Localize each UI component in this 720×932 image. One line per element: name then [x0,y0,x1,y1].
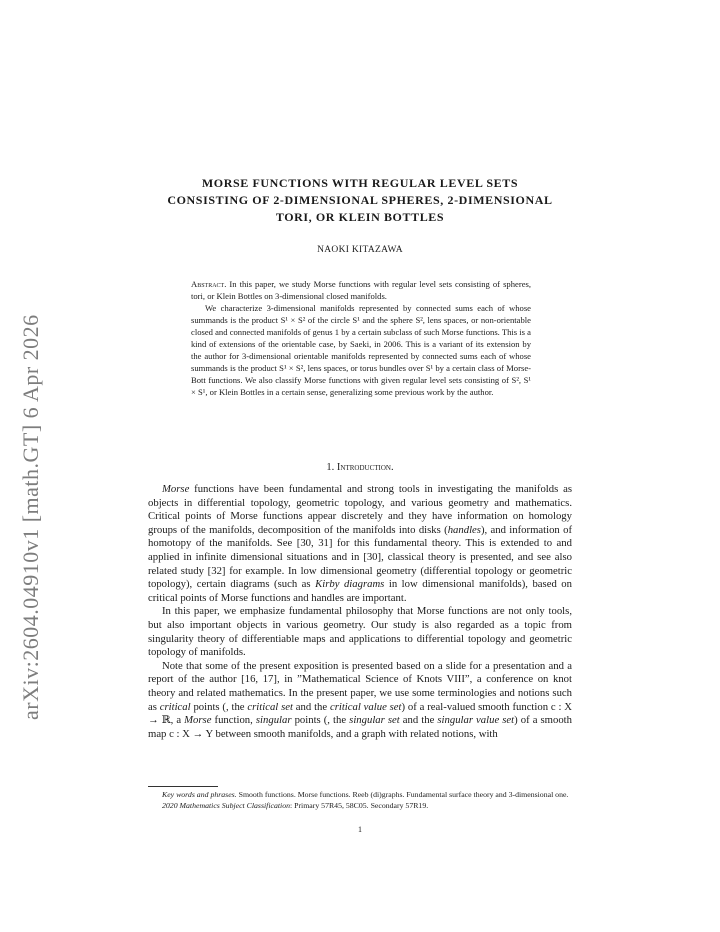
italic-term: singular [255,714,292,727]
italic-term: handles [447,523,481,536]
text-run: functions have been fundamental and strong tools in investigating the manifolds as objects in differential topology, geometric topology, and various geometry and mathematics. Critical points of Morse functions appear discretely and they have information on homology groups of the manifolds, decomposition of the manifolds into disks ( [148,483,572,536]
keywords-text: Smooth functions. Morse functions. Reeb (di)graphs. Fundamental surface theory and 3-dimensional one. [236,790,569,799]
text-run: Note that some of the present exposition is presented based on a slide for a presentation and a report of the author [16, 17], in ”Mathematical Science of Knots VIII”, a conference on knot theory and related mathematics. In the present paper, we use some terminologies and notions such as [148,659,572,713]
text-run: function, [211,714,256,727]
text-run: and the [292,700,330,713]
abstract-text-1: In this paper, we study Morse functions with regular level sets consisting of spheres, tori, or Klein Bottles on 3-dimensional closed manifolds. [191,279,531,301]
introduction-body [148,483,572,741]
footnote-rule [148,786,218,787]
keywords-label: Key words and phrases. [162,790,237,799]
title-line: CONSISTING OF 2-DIMENSIONAL SPHERES, 2-DIMENSIONAL [167,193,553,207]
italic-term: critical value set [329,700,402,713]
text-run: ) of a smooth map c : X → Y between smooth manifolds, and a graph with related notions, with [148,714,572,740]
title-line: MORSE FUNCTIONS WITH REGULAR LEVEL SETS [201,176,519,190]
text-run: points (, the [190,700,248,713]
text-run: ), and information of homotopy of the manifolds. See [30, 31] for this fundamental theory. This is extended to and applied in infinite dimensional situations and in [30], classical theory is presented, and see also related study [32] for example. In low dimensional geometry (differential topology or geometric topology), certain diagrams (such as [148,523,573,591]
paragraph: In this paper, we emphasize fundamental philosophy that Morse functions are not only tools, but also important objects in various geometry. Our study is also regarded as a topic from singularity theory of differentiable maps and applications to differential topology and geometric topology of manifolds. [148,605,572,659]
italic-term: Kirby diagrams [315,578,385,591]
paper-title [140,175,580,226]
title-line: TORI, OR KLEIN BOTTLES [275,210,445,224]
msc-footnote [148,801,572,812]
italic-term: Morse [184,714,212,727]
paragraph [148,660,572,742]
arxiv-stamp: arXiv:2604.04910v1 [math.GT] 6 Apr 2026 [18,314,43,720]
keywords-footnote [148,790,572,801]
text-run: in low dimensional manifolds), based on critical points of Morse functions and handles are important. [148,578,572,604]
section-heading: 1. Introduction. [326,462,394,473]
msc-label: 2020 Mathematics Subject Classification [162,800,290,810]
italic-term: critical set [247,700,293,713]
paragraph [148,483,572,605]
italic-term: singular set [349,714,400,727]
abstract [191,278,531,398]
text-run: ) of a real-valued smooth function c : X → ℝ, a [148,700,572,727]
page-number: 1 [358,825,362,834]
italic-term: critical [159,700,191,713]
abstract-label: Abstract. [191,279,227,289]
italic-term: Morse [162,483,190,495]
author-name: NAOKI KITAZAWA [317,245,403,255]
text-run: and the [399,714,438,727]
msc-text: : Primary 57R45, 58C05. Secondary 57R19. [290,800,429,810]
footnotes [148,790,572,811]
italic-term: singular value set [437,714,515,727]
abstract-text-2: We characterize 3-dimensional manifolds represented by connected sums each of whose summands is the product S¹ × S² of the circle S¹ and the sphere S², lens spaces, or non-orientable closed and connected manifolds of genus 1 by a certain subclass of such Morse functions. This is a kind of extensions of the orientable case, by Saeki, in 2006. This is a variant of its extension by the author for 3-dimensional orientable manifolds represented by connected sums each of whose summands is the product S¹ × S², lens spaces, or torus bundles over S¹ by a certain class of Morse-Bott functions. We also classify Morse functions with given regular level sets consisting of S², S¹ × S¹, or Klein Bottles in a certain sense, generalizing some previous work by the author. [191,303,531,397]
text-run: points (, the [291,714,350,727]
